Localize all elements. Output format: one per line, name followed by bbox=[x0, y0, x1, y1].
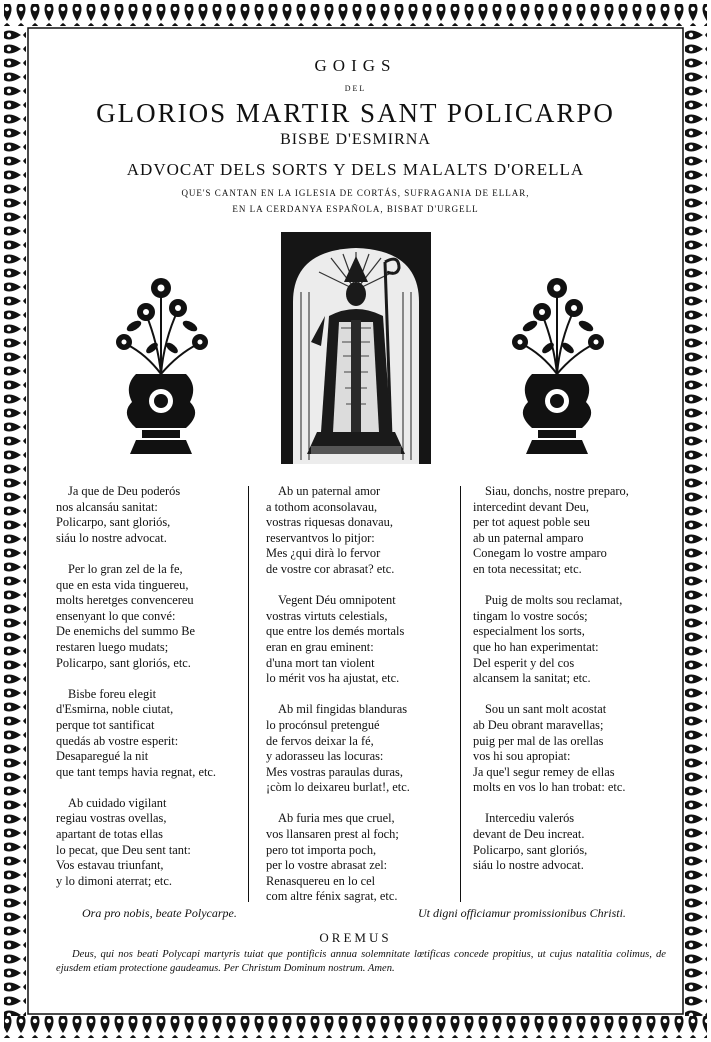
verse-line: vos llansaren prest al foch; bbox=[266, 827, 399, 842]
heading-del: DEL bbox=[344, 84, 367, 93]
verse-line: lo procónsul pretengué bbox=[266, 717, 380, 732]
verse-line: y lo dimoni aterrat; etc. bbox=[56, 873, 172, 888]
verse-line: alcansem la sanitat; etc. bbox=[473, 671, 591, 686]
verse-line: lo pecat, que Deu sent tant: bbox=[56, 842, 191, 857]
column-divider bbox=[460, 486, 461, 902]
verse-line: per tot aquest poble seu bbox=[473, 515, 590, 530]
verse-line: vos hi sou apropiat: bbox=[473, 749, 571, 764]
verse-line: tingam lo vostre socós; bbox=[473, 608, 588, 623]
verse-line: Sou un sant molt acostat bbox=[485, 702, 607, 717]
stanza bbox=[56, 484, 246, 546]
stanza bbox=[266, 484, 458, 578]
verse-line: d'una mort tan violent bbox=[266, 655, 375, 670]
verse-line: Mes ¿qui dirà lo fervor bbox=[266, 546, 381, 561]
verse-line: Mes vostras paraulas duras, bbox=[266, 764, 403, 779]
verse-line: Vegent Déu omnipotent bbox=[278, 593, 396, 608]
verse-column-1 bbox=[56, 484, 246, 905]
ora-pro-nobis: Ora pro nobis, beate Polycarpe. bbox=[82, 906, 237, 920]
verse-line: puig per mal de las orellas bbox=[473, 733, 604, 748]
verse-line: per lo vostre abrasat zel: bbox=[266, 858, 388, 873]
verse-line: eran en grau eminent: bbox=[266, 639, 374, 654]
verse-line: Per lo gran zel de la fe, bbox=[68, 561, 183, 576]
verse-line: Puig de molts sou reclamat, bbox=[485, 593, 623, 608]
heading-goigs: GOIGS bbox=[314, 56, 397, 75]
verse-line: Vos estavau triunfant, bbox=[56, 858, 164, 873]
stanza bbox=[473, 593, 673, 687]
oremus-heading: OREMUS bbox=[319, 930, 392, 945]
verse-line: Policarpo, sant gloriós, bbox=[56, 515, 171, 530]
verse-line: Del esperit y del cos bbox=[473, 655, 575, 670]
stanza bbox=[56, 562, 246, 671]
verse-line: Policarpo, sant gloriós, bbox=[473, 842, 588, 857]
verse-line: de vostre cor abrasat? etc. bbox=[266, 561, 395, 576]
verse-line: vostras virtuts celestials, bbox=[266, 608, 388, 623]
verse-line: ab Deu obrant maravellas; bbox=[473, 717, 604, 732]
verse-line: Ab cuidado vigilant bbox=[68, 795, 167, 810]
heading-advocat: ADVOCAT DELS SORTS Y DELS MALALTS D'ORELLA bbox=[126, 160, 585, 179]
stanza bbox=[473, 702, 673, 796]
verse-line: que ho han experimentat: bbox=[473, 639, 599, 654]
verse-line: siáu lo nostre advocat. bbox=[56, 530, 167, 545]
verse-line: Renasquereu en lo cel bbox=[266, 873, 376, 888]
sheet-content bbox=[32, 30, 679, 1014]
verse-line: Intercediu valerós bbox=[485, 811, 575, 826]
verse-line: lo mérit vos ha ajustat, etc. bbox=[266, 671, 400, 686]
verse-column-2 bbox=[266, 484, 458, 921]
verse-line: Conegam lo vostre amparo bbox=[473, 546, 607, 561]
verse-line: que tant temps havia regnat, etc. bbox=[56, 764, 216, 779]
verse-line: pero tot importa poch, bbox=[266, 842, 377, 857]
verse-line: d'Esmirna, noble ciutat, bbox=[56, 702, 174, 717]
column-divider bbox=[248, 486, 249, 902]
stanza bbox=[266, 593, 458, 687]
verse-line: apartant de totas ellas bbox=[56, 827, 163, 842]
ut-digni: Ut digni officiamur promissionibus Christi. bbox=[418, 906, 626, 920]
verse-line: que entre los demés mortals bbox=[266, 624, 405, 639]
subtitle-line-2: EN LA CERDANYA ESPAÑOLA, BISBAT D'URGELL bbox=[232, 204, 479, 214]
verse-line: perque tot santificat bbox=[56, 717, 155, 732]
verse-line: devant de Deu increat. bbox=[473, 827, 585, 842]
heading-bisbe: BISBE D'ESMIRNA bbox=[280, 131, 431, 148]
verse-line: vostras riquesas donavau, bbox=[266, 515, 393, 530]
verse-column-3 bbox=[473, 484, 673, 889]
verse-line: molts heretges convencereu bbox=[56, 593, 194, 608]
verse-line: Policarpo, sant gloriós, etc. bbox=[56, 655, 191, 670]
verse-line: Ja que'l segur remey de ellas bbox=[473, 764, 615, 779]
verse-line: molts en vos lo han trobat: etc. bbox=[473, 780, 626, 795]
verse-line: reservantvos lo pitjor: bbox=[266, 530, 375, 545]
verse-line: nos alcansáu sanitat: bbox=[56, 499, 158, 514]
verse-line: Ab furia mes que cruel, bbox=[278, 811, 395, 826]
verse-line: y adorasseu las locuras: bbox=[266, 749, 384, 764]
subtitle-line-1: QUE'S CANTAN EN LA IGLESIA DE CORTÁS, SUFRAGANIA DE ELLAR, bbox=[181, 188, 530, 198]
verse-line: en tota necessitat; etc. bbox=[473, 561, 582, 576]
verse-line: siáu lo nostre advocat. bbox=[473, 858, 584, 873]
verse-line: Ja que de Deu poderós bbox=[68, 484, 181, 498]
stanza bbox=[473, 484, 673, 578]
verse-line: De enemichs del summo Be bbox=[56, 624, 196, 639]
verse-line: restaren luego mudats; bbox=[56, 639, 169, 654]
verse-line: intercedint devant Deu, bbox=[473, 499, 589, 514]
verse-line: Bisbe foreu elegit bbox=[68, 686, 157, 701]
verse-line: Siau, donchs, nostre preparo, bbox=[485, 484, 629, 498]
saint-policarp-woodcut-icon bbox=[281, 232, 431, 464]
flower-vase-icon bbox=[502, 274, 612, 456]
verse-line: Ab un paternal amor bbox=[278, 484, 381, 498]
main-title: GLORIOS MARTIR SANT POLICARPO bbox=[96, 98, 615, 128]
verse-line: Ab mil fingidas blanduras bbox=[278, 702, 408, 717]
verse-line: que en esta vida tinguereu, bbox=[56, 577, 189, 592]
stanza bbox=[473, 811, 673, 873]
verse-line: especialment los sorts, bbox=[473, 624, 585, 639]
verse-line: quedás ab vostre esperit: bbox=[56, 733, 179, 748]
stanza bbox=[56, 687, 246, 781]
verse-line: ab un paternal amparo bbox=[473, 530, 584, 545]
stanza bbox=[266, 702, 458, 796]
verse-line: a tothom aconsolavau, bbox=[266, 499, 378, 514]
verse-line: ¡còm lo deixareu burlat!, etc. bbox=[266, 780, 410, 795]
stanza bbox=[56, 796, 246, 890]
verse-line: Desaparegué la nit bbox=[56, 749, 149, 764]
verse-line: com altre fénix sagrat, etc. bbox=[266, 889, 398, 904]
verse-line: ensenyant lo que convé: bbox=[56, 608, 176, 623]
verse-line: de fervos deixar la fé, bbox=[266, 733, 374, 748]
stanza bbox=[266, 811, 458, 905]
verse-line: regiau vostras ovellas, bbox=[56, 811, 167, 826]
oremus-prayer: Deus, qui nos beati Polycapi martyris tuiat que pontificis annua solemnitate lœtificas concede propitius, ut cujus natalitia colimus, de ejusdem etiam protectione gaudeamus. Per Christum Dominum nostrum. Amen. bbox=[56, 949, 666, 974]
flower-vase-icon bbox=[106, 274, 216, 456]
